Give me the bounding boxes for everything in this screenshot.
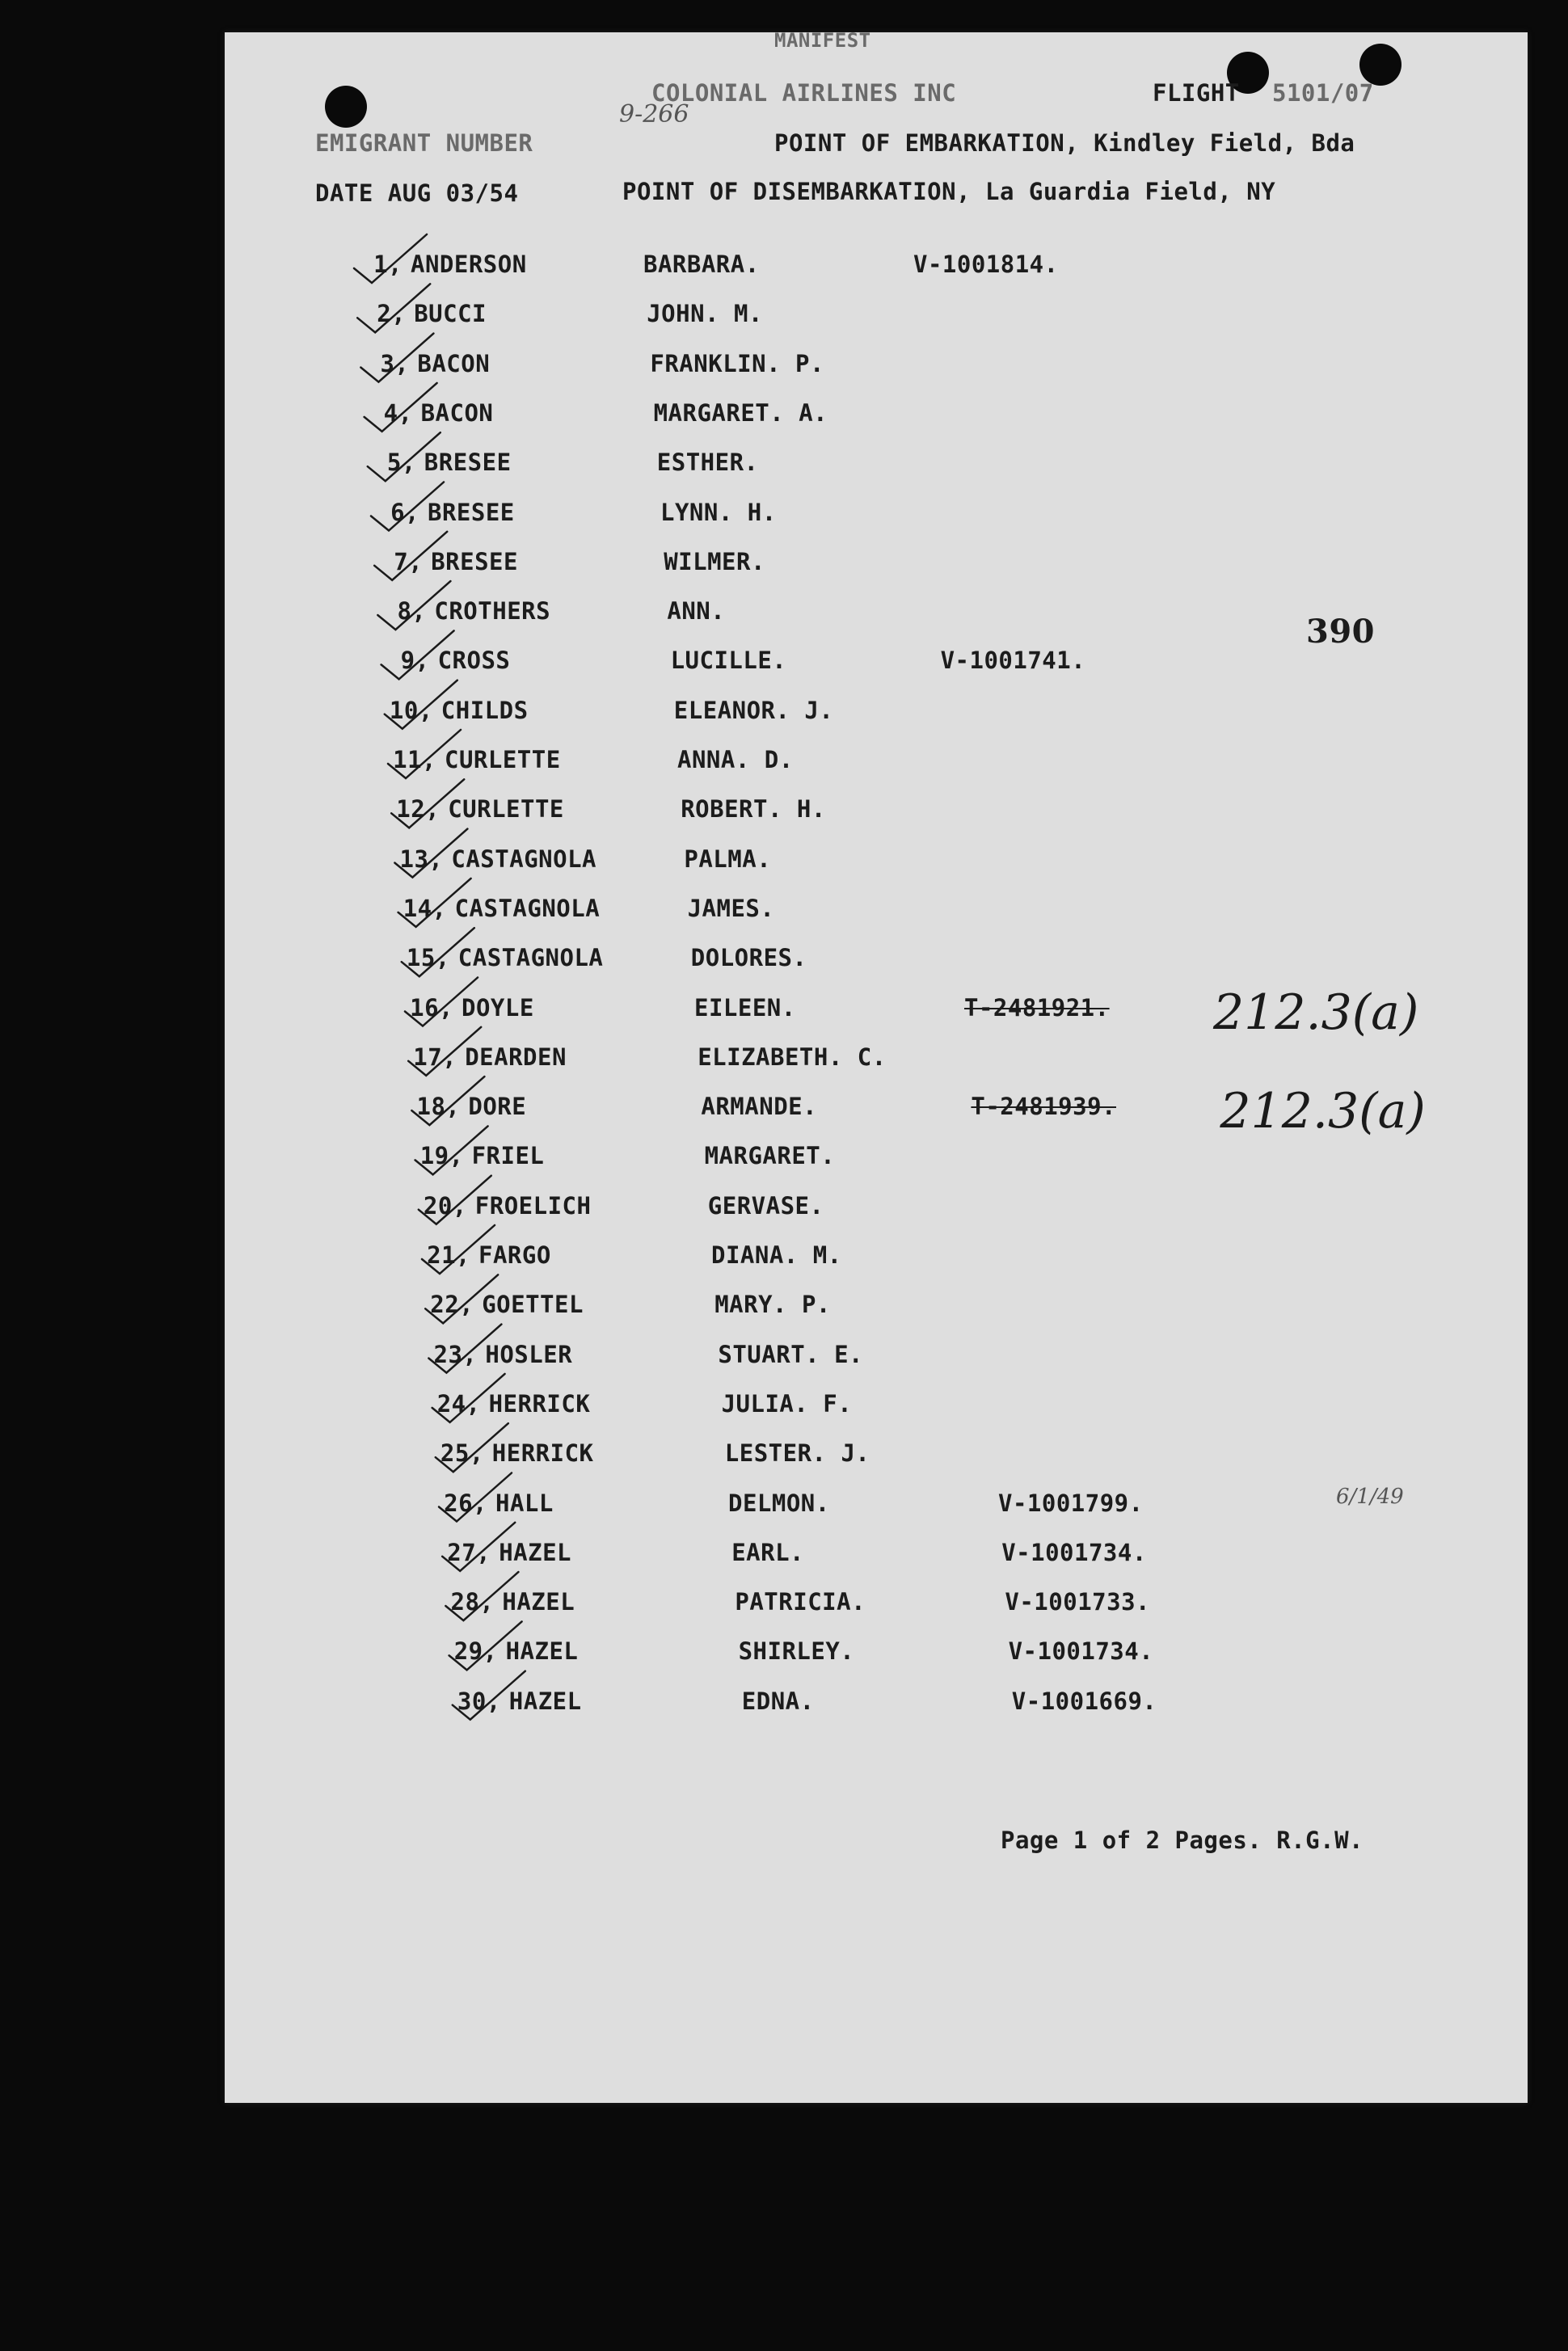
passenger-given-name: FRANKLIN. P. [650,349,824,377]
passenger-given-name: ARMANDE. [701,1093,818,1121]
passenger-surname: HERRICK [491,1439,594,1468]
handwritten-note: 212.3(a) [1220,1083,1426,1140]
check-mark [445,1572,518,1620]
passenger-surname: FARGO [478,1241,551,1269]
check-mark [436,1423,508,1472]
passenger-surname: BRESEE [424,449,512,477]
passenger-given-name: PATRICIA. [735,1588,866,1616]
passenger-number: 12, [396,795,440,824]
passenger-surname: DEARDEN [465,1043,567,1071]
passenger-given-name: EILEEN. [694,993,796,1022]
passenger-number: 5, [386,449,416,477]
check-mark [365,383,437,432]
passenger-surname: CURLETTE [445,746,561,773]
handwritten-small-note: 6/1/49 [1336,1484,1404,1509]
check-mark [381,630,454,679]
check-mark [388,730,461,778]
passenger-number: 25, [440,1439,484,1468]
passenger-number: 10, [389,696,433,724]
passenger-given-name: PALMA. [684,845,772,873]
passenger-surname: CROTHERS [434,597,551,626]
passenger-given-name: ESTHER. [656,449,759,477]
passenger-surname: ANDERSON [411,251,527,278]
header-company: COLONIAL AIRLINES INC [651,79,957,107]
passenger-number: 18, [416,1093,461,1121]
check-mark [453,1671,525,1720]
check-mark [449,1621,522,1670]
page-marker: 390 [1306,613,1375,651]
passenger-surname: BRESEE [431,547,518,575]
passenger-number: 26, [444,1489,487,1517]
passenger-number: 16, [410,993,453,1022]
passenger-number: 7, [394,547,424,575]
passenger-given-name: JAMES. [687,894,775,922]
passenger-document: V-1001741. [940,647,1086,675]
passenger-document: V-1001734. [1008,1637,1154,1666]
passenger-number: 1, [373,251,403,278]
passenger-number: 30, [457,1687,501,1715]
passenger-surname: BRESEE [428,498,515,526]
passenger-surname: CASTAGNOLA [451,845,596,873]
check-mark [368,432,440,481]
passenger-surname: CROSS [437,647,511,675]
passenger-surname: CASTAGNOLA [457,944,604,972]
passenger-number: 17, [413,1043,457,1071]
check-mark [374,532,447,580]
passenger-given-name: WILMER. [664,547,765,575]
check-mark [371,482,444,531]
passenger-document: T-2481921. [964,993,1110,1022]
passenger-number: 19, [419,1142,464,1170]
check-mark [419,1176,491,1224]
passenger-number: 2, [377,300,407,328]
passenger-surname: DOYLE [462,993,534,1022]
check-mark [411,1076,484,1125]
passenger-given-name: SHIRLEY. [738,1637,855,1666]
passenger-number: 9, [400,647,430,675]
passenger-surname: DORE [468,1093,527,1121]
passenger-given-name: LESTER. J. [724,1439,870,1468]
check-mark [354,234,427,283]
check-mark [432,1374,505,1422]
passenger-given-name: GERVASE. [707,1191,824,1220]
passenger-surname: HERRICK [488,1389,591,1418]
passenger-given-name: MARGARET. [704,1142,836,1170]
check-mark [391,779,464,828]
passenger-given-name: DELMON. [728,1489,830,1517]
check-mark [425,1275,498,1323]
passenger-given-name: MARGARET. A. [653,398,828,427]
footer-page-info: Page 1 of 2 Pages. R.G.W. [1001,1826,1364,1854]
passenger-number: 11, [393,746,436,773]
passenger-number: 21, [427,1241,470,1269]
passenger-surname: CHILDS [440,696,529,724]
passenger-given-name: DOLORES. [690,944,807,972]
passenger-given-name: ANNA. D. [677,746,794,773]
passenger-given-name: EDNA. [741,1687,815,1715]
header-top-line: MANIFEST [774,29,871,52]
passenger-surname: GOETTEL [482,1291,584,1319]
passenger-number: 4, [383,398,413,427]
passenger-surname: BACON [417,349,491,377]
passenger-surname: CURLETTE [448,795,564,824]
passenger-surname: HAZEL [499,1538,571,1566]
check-mark [398,878,471,927]
check-mark [377,581,450,630]
passenger-given-name: BARBARA. [643,251,760,278]
passenger-document: V-1001799. [998,1489,1144,1517]
passenger-given-name: JOHN. M. [647,300,763,328]
passenger-document: V-1001734. [1001,1538,1147,1566]
header-disembarkation: POINT OF DISEMBARKATION, La Guardia Field, NY [622,178,1276,205]
passenger-number: 8, [397,597,427,626]
passenger-given-name: MARY. P. [714,1291,831,1319]
passenger-surname: HAZEL [502,1588,575,1616]
passenger-given-name: ANN. [667,597,726,626]
passenger-number: 29, [453,1637,498,1666]
check-mark [357,284,430,332]
passenger-given-name: EARL. [731,1538,804,1566]
check-mark [415,1126,488,1174]
handwritten-note: 212.3(a) [1213,984,1419,1041]
check-marks [225,32,1528,2103]
header-date: DATE AUG 03/54 [315,179,519,207]
passenger-given-name: STUART. E. [718,1340,863,1368]
handwritten-ref: 9-266 [619,100,689,129]
check-mark [439,1473,512,1522]
passenger-document: V-1001814. [913,251,1059,278]
passenger-surname: HALL [495,1489,554,1517]
passenger-number: 3, [380,349,410,377]
passenger-number: 14, [403,894,447,922]
manifest-page [225,29,1528,2103]
check-mark [442,1523,515,1571]
passenger-number: 28, [450,1588,495,1616]
passenger-document: V-1001669. [1011,1687,1157,1715]
passenger-number: 20, [423,1191,467,1220]
passenger-surname: BUCCI [414,300,487,328]
passenger-number: 13, [399,845,444,873]
passenger-number: 27, [447,1538,491,1566]
passenger-given-name: LYNN. H. [660,498,777,526]
header-embarkation: POINT OF EMBARKATION, Kindley Field, Bda [774,129,1355,157]
check-mark [402,928,474,976]
passenger-given-name: DIANA. M. [711,1241,842,1269]
passenger-number: 24, [436,1389,481,1418]
passenger-surname: BACON [420,398,494,427]
check-mark [422,1225,495,1274]
check-mark [405,978,478,1026]
passenger-number: 6, [390,498,419,526]
check-mark [394,829,467,878]
check-mark [428,1325,501,1373]
passenger-given-name: LUCILLE. [670,647,787,675]
header-flight-number: 5101/07 [1272,79,1374,107]
check-mark [408,1027,481,1076]
check-mark [385,680,457,729]
passenger-given-name: ROBERT. H. [681,795,826,824]
passenger-document: V-1001733. [1005,1588,1150,1616]
passenger-surname: HOSLER [485,1340,573,1368]
check-mark [360,334,433,382]
passenger-number: 22, [430,1291,474,1319]
header-flight-label: FLIGHT [1153,79,1240,107]
passenger-number: 15, [406,944,450,972]
passenger-given-name: ELIZABETH. C. [698,1043,887,1071]
passenger-document: T-2481939. [971,1093,1116,1121]
passenger-surname: FROELICH [474,1191,592,1220]
passenger-surname: HAZEL [508,1687,582,1715]
passenger-number: 23, [433,1340,478,1368]
passenger-surname: CASTAGNOLA [454,894,601,922]
header-emigrant-label: EMIGRANT NUMBER [315,129,533,157]
passenger-given-name: ELEANOR. J. [673,696,834,724]
passenger-surname: HAZEL [505,1637,579,1666]
passenger-surname: FRIEL [471,1142,545,1170]
passenger-given-name: JULIA. F. [721,1389,853,1418]
